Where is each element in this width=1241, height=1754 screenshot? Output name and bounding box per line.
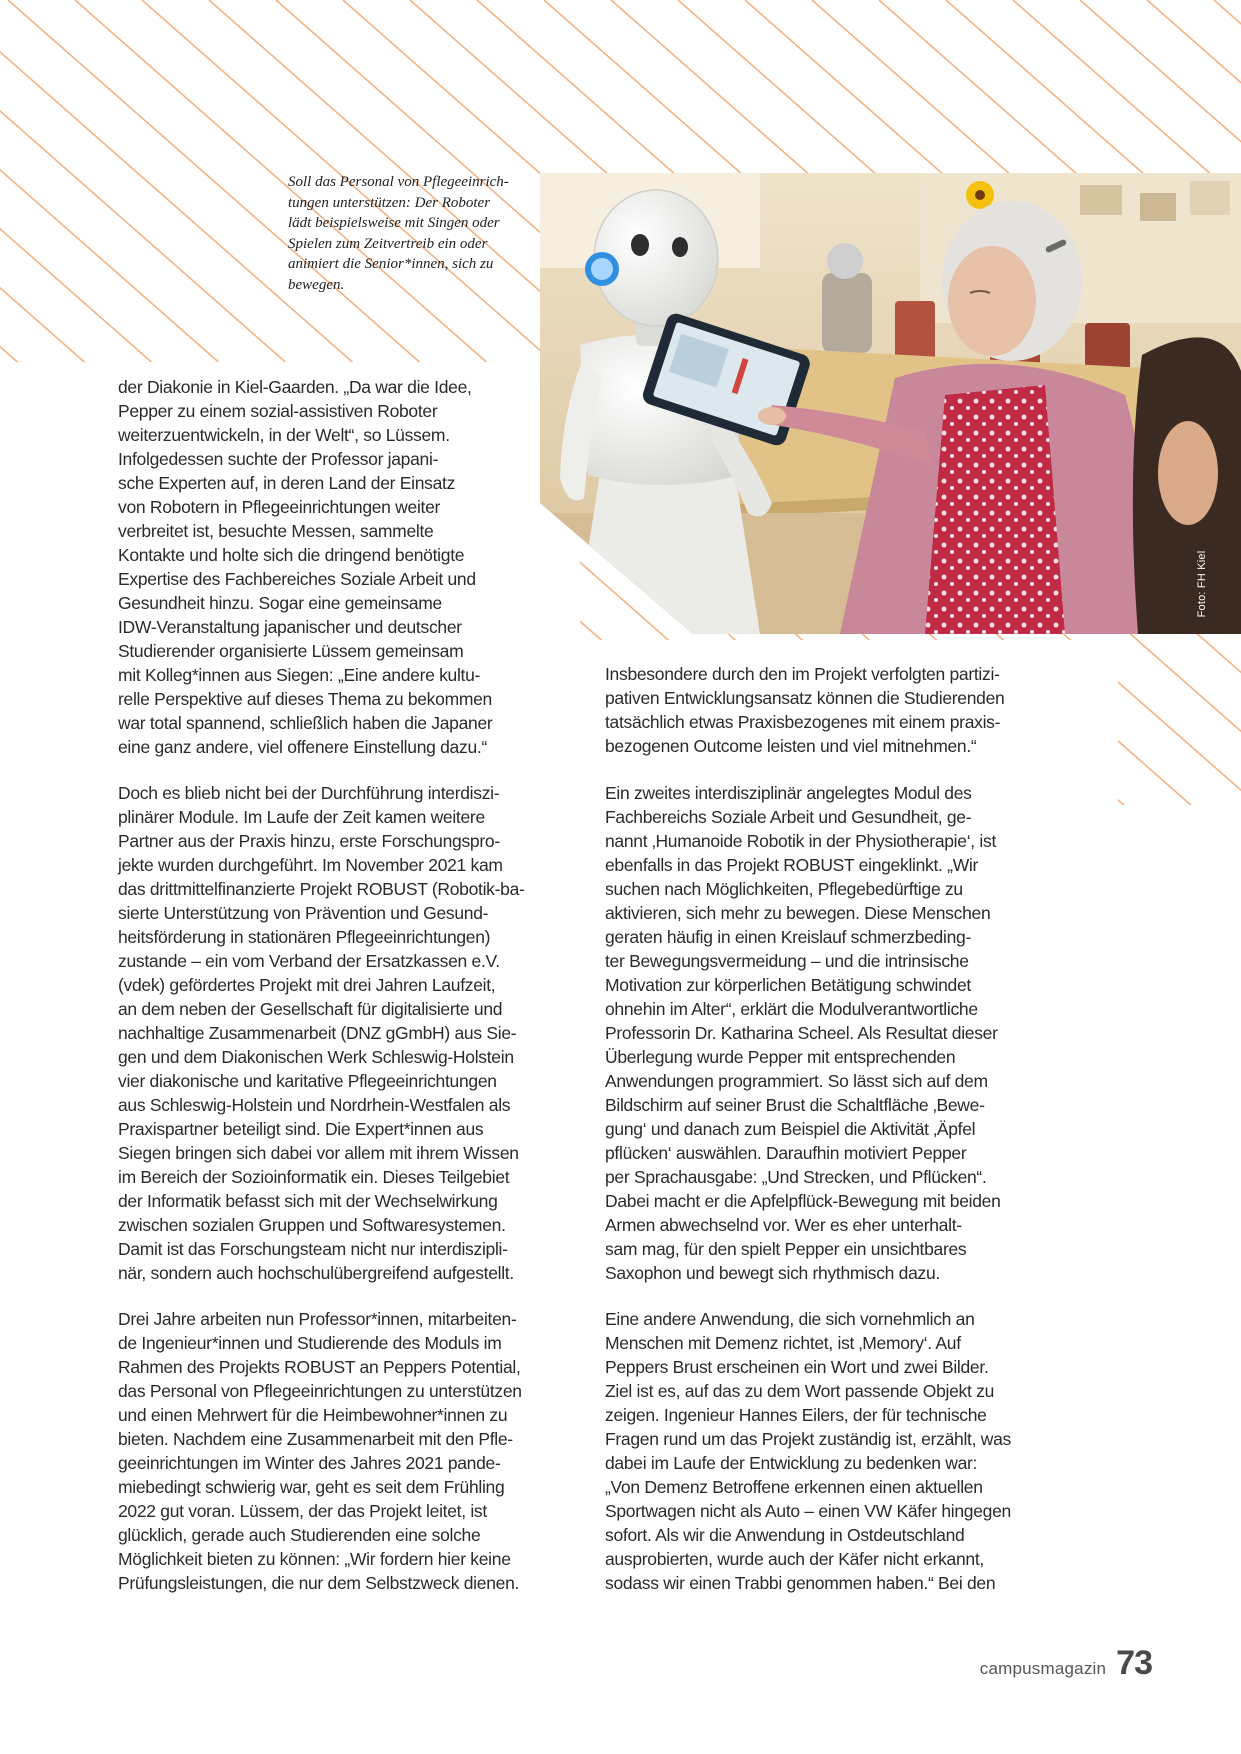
- photo-illustration: [540, 173, 1241, 634]
- floral-blouse: [925, 385, 1065, 634]
- photo-credit: Foto: FH Kiel: [1196, 550, 1208, 618]
- left-paragraph-2: Doch es blieb nicht bei der Durchführung interdiszi- plinärer Module. Im Laufe der Zeit kamen weitere Partner aus der Praxis hinzu, erste Forschungspro- jekte wurden durchgeführt. Im November 2021 kam das drittmittelfinanzierte Projekt ROBUST (Robotik-ba- sierte Unterstützung von Prävention und Gesund- heitsförderung in stationären Pflegeeinrichtungen) zustande – ein vom Verband der Ersatzkassen e.V. (vdek) gefördertes Projekt mit drei Jahren Laufzeit, an dem neben der Gesellschaft für digitalisierte und nachhaltige Zusammenarbeit (DNZ gGmbH) aus Sie- gen und dem Diakonischen Werk Schleswig-Holstein vier diakonische und karitative Pflegeeinrichtungen aus Schleswig-Holstein und Nordrhein-Westfalen als Praxispartner beteiligt sind. Die Expert*innen aus Siegen bringen sich dabei vor allem mit ihrem Wissen im Bereich der Sozioinformatik ein. Dieses Teilgebiet der Informatik befasst sich mit der Wechselwirkung zwischen sozialen Gruppen und Softwaresystemen. Damit ist das Forschungsteam nicht nur interdiszipli- när, sondern auch hochschulübergreifend aufgestellt.: [118, 783, 525, 1283]
- left-paragraph-1: der Diakonie in Kiel-Gaarden. „Da war die Idee, Pepper zu einem sozial-assistiven Roboter weiterzuentwickeln, in der Welt“, so Lüssem. Infolgedessen suchte der Professor japani- sche Experten auf, in deren Land der Einsatz von Robotern in Pflegeeinrichtungen weiter verbreitet ist, besuchte Messen, sammelte Kontakte und holte sich die dringend benötigte Expertise des Fachbereiches Soziale Arbeit und Gesundheit hinzu. Sogar eine gemeinsame IDW-Veranstaltung japanischer und deutscher Studierender organisierte Lüssem gemeinsam mit Kolleg*innen aus Siegen: „Eine andere kultu- relle Perspektive auf dieses Thema zu bekommen war total spannend, schließlich haben die Japaner eine ganz andere, viel offenere Einstellung dazu.“: [118, 377, 493, 757]
- caregiver: [1133, 337, 1241, 634]
- right-paragraph-2: Ein zweites interdisziplinär angelegtes Modul des Fachbereichs Soziale Arbeit und Gesundheit, ge- nannt ‚Humanoide Robotik in der Physiotherapie‘, ist ebenfalls in das Projekt ROBUST eingeklinkt. „Wir suchen nach Möglichkeiten, Pflegebedürftige zu aktivieren, sich mehr zu bewegen. Diese Menschen geraten häufig in einen Kreislauf schmerzbeding- ter Bewegungsvermeidung – und die intrinsische Motivation zur körperlichen Betätigung schwindet ohnehin im Alter“, erklärt die Modulverantwortliche Professorin Dr. Katharina Scheel. Als Resultat dieser Überlegung wurde Pepper mit entsprechenden Anwendungen programmiert. So lässt sich auf dem Bildschirm auf seiner Brust die Schaltfläche ‚Bewe- gung‘ und danach zum Beispiel die Aktivität ‚Äpfel pflücken‘ auswählen. Daraufhin motiviert Pepper per Sprachausgabe: „Und Strecken, und Pflücken“. Dabei macht er die Apfelpflück-Bewegung mit beiden Armen abwechselnd vor. Wer es eher unterhalt- sam mag, für den spielt Pepper ein unsichtbares Saxophon und bewegt sich rhythmisch dazu.: [605, 783, 1001, 1283]
- right-paragraph-3: Eine andere Anwendung, die sich vornehmlich an Menschen mit Demenz richtet, ist ‚Memory‘. Auf Peppers Brust erscheinen ein Wort und zwei Bilder. Ziel ist es, auf das zu dem Wort passende Objekt zu zeigen. Ingenieur Hannes Eilers, der für technische Fragen rund um das Projekt zuständig ist, erzählt, was dabei im Laufe der Entwicklung zu bedenken war: „Von Demenz Betroffene erkennen einen aktuellen Sportwagen nicht als Auto – einen VW Käfer hingegen sofort. Als wir die Anwendung in Ostdeutschland ausprobierten, wurde auch der Käfer nicht erkannt, sodass wir einen Trabbi genommen haben.“ Bei den: [605, 1309, 1011, 1593]
- photo-caption: Soll das Personal von Pflegeeinrich- tungen unterstützen: Der Roboter lädt beispielsweise mit Singen oder Spielen zum Zeitvertreib ein oder animiert die Senior*innen, sich zu bewegen.: [288, 174, 509, 293]
- robot-ear-light: [588, 255, 616, 283]
- right-paragraph-1: Insbesondere durch den im Projekt verfolgten partizi- pativen Entwicklungsansatz können die Studierenden tatsächlich etwas Praxisbezogenes mit einem praxis- bezogenen Outcome leisten und viel mitnehmen.“: [605, 664, 1005, 756]
- left-paragraph-3: Drei Jahre arbeiten nun Professor*innen, mitarbeiten- de Ingenieur*innen und Studierende des Moduls im Rahmen des Projekts ROBUST an Peppers Potential, das Personal von Pflegeeinrichtungen zu unterstützen und einen Mehrwert für die Heimbewohner*innen zu bieten. Nachdem eine Zusammenarbeit mit den Pfle- geeinrichtungen im Winter des Jahres 2021 pande- miebedingt schwierig war, geht es seit dem Frühling 2022 gut voran. Lüssem, der das Projekt leitet, ist glücklich, gerade auch Studierenden eine solche Möglichkeit bieten zu können: „Wir fordern hier keine Prüfungsleistungen, die nur dem Selbstzweck dienen.: [118, 1309, 522, 1593]
- woman-face: [948, 246, 1036, 356]
- magazine-name: campusmagazin: [979, 1659, 1107, 1678]
- photo-robot-pepper-with-senior: [540, 173, 1241, 634]
- sunflower-decoration: [966, 181, 994, 209]
- page-footer: [980, 1644, 1152, 1683]
- woman-hand: [758, 407, 786, 425]
- page-number: 73: [1116, 1644, 1152, 1682]
- caregiver-face: [1158, 421, 1218, 525]
